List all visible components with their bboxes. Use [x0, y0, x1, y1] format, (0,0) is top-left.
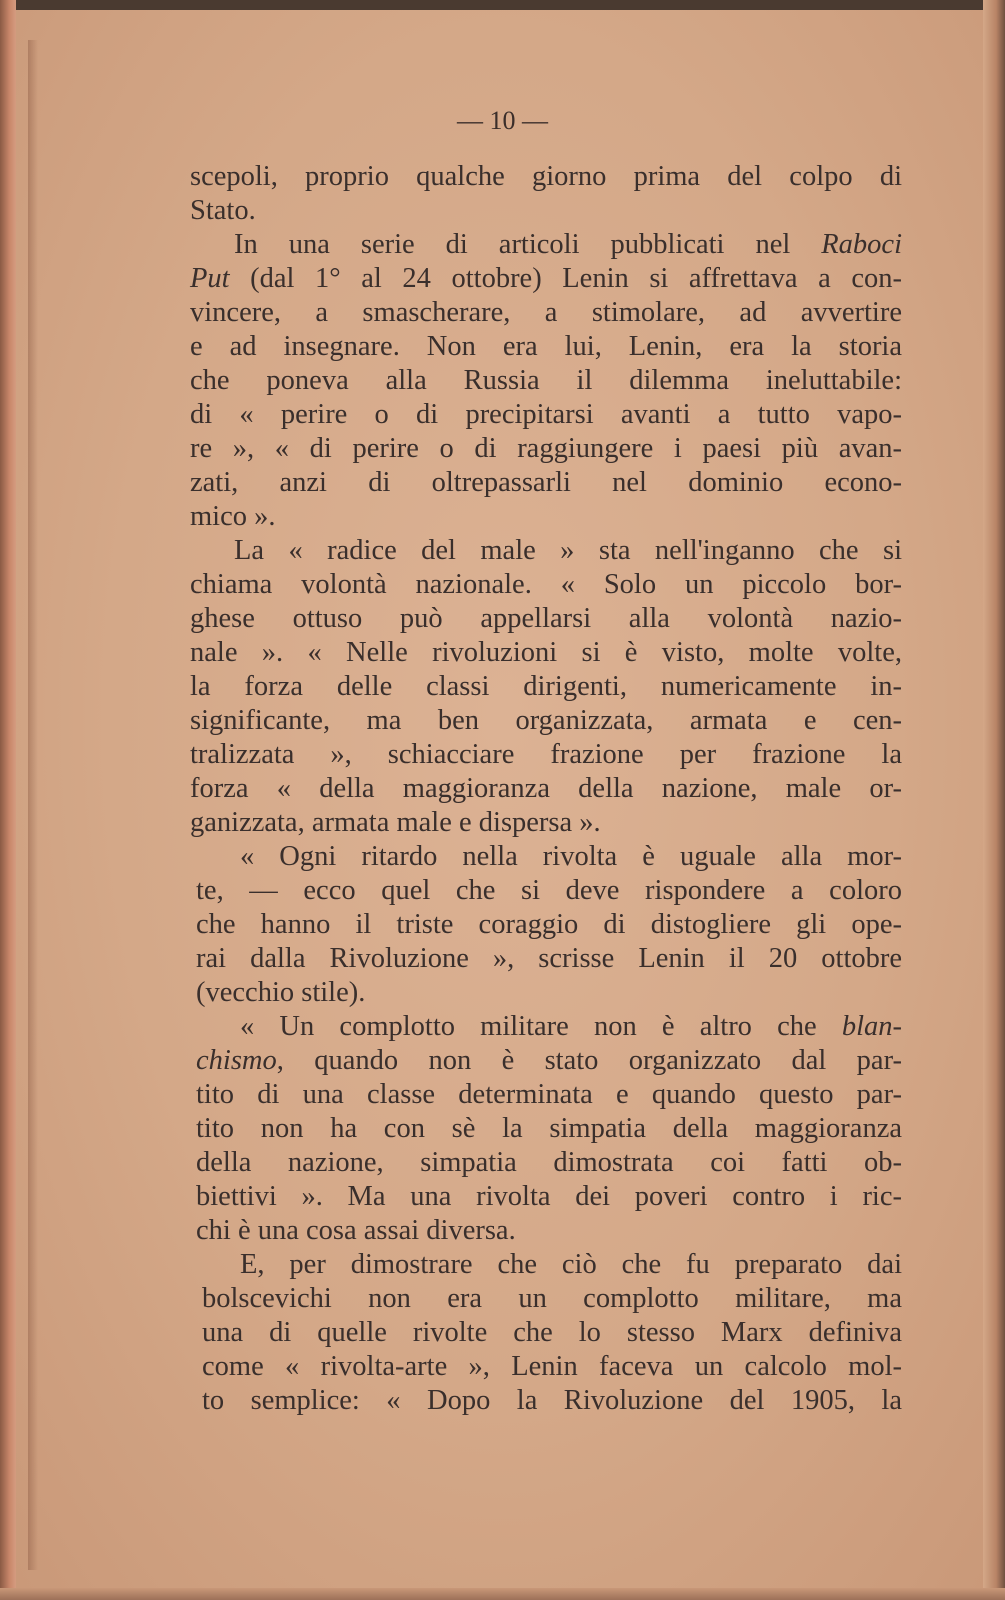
text-line: come « rivolta-arte », Lenin faceva un calcolo mol-	[202, 1351, 902, 1382]
text-line: te, — ecco quel che si deve rispondere a coloro	[196, 875, 902, 906]
italic-term: Put	[190, 263, 230, 294]
text-line: tito di una classe determinata e quando questo par-	[196, 1079, 902, 1110]
text-line: to semplice: « Dopo la Rivoluzione del 1905, la	[202, 1385, 902, 1416]
text-line: vincere, a smascherare, a stimolare, ad avvertire	[190, 297, 902, 328]
italic-term: chismo	[196, 1045, 277, 1076]
text-line: Stato.	[190, 195, 256, 226]
binding-shadow	[28, 40, 38, 1570]
text-line: zati, anzi di oltrepassarli nel dominio econo-	[190, 467, 902, 498]
text-line: Put (dal 1° al 24 ottobre) Lenin si affrettava a con-	[190, 263, 902, 294]
text-line: rai dalla Rivoluzione », scrisse Lenin il 20 ottobre	[196, 943, 902, 974]
text-line: una di quelle rivolte che lo stesso Marx definiva	[202, 1317, 902, 1348]
text-line: ghese ottuso può appellarsi alla volontà nazio-	[190, 603, 902, 634]
text-line: In una serie di articoli pubblicati nel Raboci	[234, 229, 902, 260]
text-line: scepoli, proprio qualche giorno prima del colpo di	[190, 161, 902, 192]
text-line: che poneva alla Russia il dilemma ineluttabile:	[190, 365, 902, 396]
page-left-edge	[0, 0, 16, 1600]
text-line: La « radice del male » sta nell'inganno che si	[234, 535, 902, 566]
text-line: bolscevichi non era un complotto militare, ma	[202, 1283, 902, 1314]
text-line: tralizzata », schiacciare frazione per frazione la	[190, 739, 902, 770]
text-line: (vecchio stile).	[196, 977, 366, 1008]
text-line: significante, ma ben organizzata, armata e cen-	[190, 705, 902, 736]
text-line: chiama volontà nazionale. « Solo un piccolo bor-	[190, 569, 902, 600]
text-line: chi è una cosa assai diversa.	[196, 1215, 516, 1246]
text-line: e ad insegnare. Non era lui, Lenin, era la storia	[190, 331, 902, 362]
text-line: nale ». « Nelle rivoluzioni si è visto, molte volte,	[190, 637, 902, 668]
text-line: « Ogni ritardo nella rivolta è uguale alla mor-	[240, 841, 902, 872]
text-line: chismo, quando non è stato organizzato dal par-	[196, 1045, 902, 1076]
text-line: re », « di perire o di raggiungere i paesi più avan-	[190, 433, 902, 464]
text-line: la forza delle classi dirigenti, numericamente in-	[190, 671, 902, 702]
italic-term: Raboci	[821, 229, 902, 260]
text-line: « Un complotto militare non è altro che blan-	[240, 1011, 902, 1042]
text-line: biettivi ». Ma una rivolta dei poveri contro i ric-	[196, 1181, 902, 1212]
page-top-edge	[0, 0, 1005, 10]
text-line: forza « della maggioranza della nazione, male or-	[190, 773, 902, 804]
page-bottom-edge	[0, 1588, 1005, 1600]
text-line: ganizzata, armata male e dispersa ».	[190, 807, 601, 838]
body-text	[190, 160, 902, 1418]
text-line: E, per dimostrare che ciò che fu preparato dai	[240, 1249, 902, 1280]
text-line: mico ».	[190, 501, 276, 532]
text-line: della nazione, simpatia dimostrata coi fatti ob-	[196, 1147, 902, 1178]
text-line: che hanno il triste coraggio di distogliere gli ope-	[196, 909, 902, 940]
text-line: tito non ha con sè la simpatia della maggioranza	[196, 1113, 902, 1144]
page-right-edge	[983, 0, 1005, 1600]
italic-term: blan-	[841, 1011, 902, 1042]
text-line: di « perire o di precipitarsi avanti a tutto vapo-	[190, 399, 902, 430]
page-number: — 10 —	[457, 106, 548, 135]
